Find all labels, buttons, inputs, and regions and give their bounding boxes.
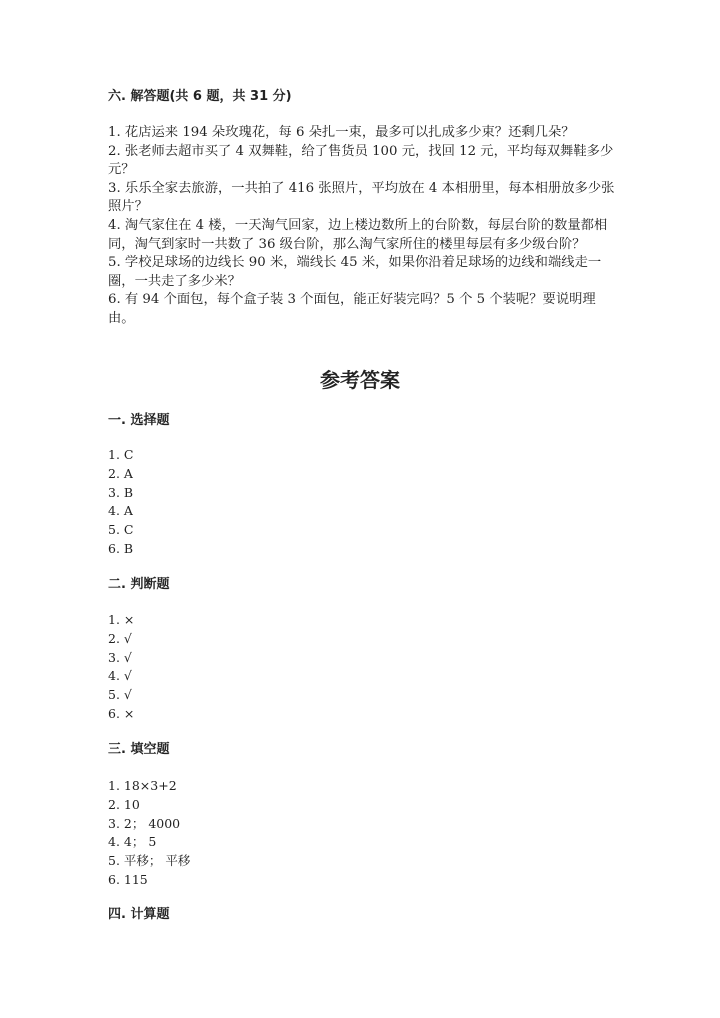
answers-section-4-title: 四. 计算题 — [108, 907, 170, 922]
answer-item: 3. B — [108, 484, 134, 500]
section-6-title: 六. 解答题(共 6 题，共 31 分) — [108, 89, 292, 104]
question-5: 5. 学校足球场的边线长 90 米，端线长 45 米，如果你沿着足球场的边线和端线走一圈，一共走了多少米？ — [108, 255, 602, 289]
answer-item: 5. C — [108, 522, 134, 538]
answer-item: 1. 18×3+2 — [108, 778, 177, 793]
answer-item: 4. √ — [108, 668, 132, 684]
section-6-questions — [108, 124, 618, 329]
question-6: 6. 有 94 个面包，每个盒子装 3 个面包，能正好装完吗？5 个 5 个装呢？要说明理由。 — [108, 292, 596, 326]
answer-item: 6. 115 — [108, 871, 148, 887]
answer-item: 3. √ — [108, 649, 132, 665]
answer-item: 2. √ — [108, 630, 132, 646]
answer-item: 2. A — [108, 465, 133, 481]
answer-item: 5. 平移； 平移 — [108, 853, 191, 869]
answer-item: 5. √ — [108, 687, 132, 703]
answers-section-2-title: 二. 判断题 — [108, 577, 170, 592]
answers-section-3-title: 三. 填空题 — [108, 742, 170, 757]
answers-title: 参考答案 — [320, 368, 400, 392]
answer-item: 2. 10 — [108, 796, 140, 812]
answers-section-2-list — [108, 611, 618, 724]
answers-section-3-list — [108, 777, 618, 890]
answer-item: 4. A — [108, 503, 133, 519]
answer-item: 4. 4； 5 — [108, 834, 157, 850]
answers-section-1-title: 一. 选择题 — [108, 413, 170, 428]
question-4: 4. 淘气家住在 4 楼，一天淘气回家，边上楼边数所上的台阶数，每层台阶的数量都相同，淘气到家时一共数了 36 级台阶，那么淘气家所住的楼里每层有多少级台阶？ — [108, 217, 608, 252]
question-2: 2. 张老师去超市买了 4 双舞鞋，给了售货员 100 元，找回 12 元，平均每双舞鞋多少元？ — [108, 143, 614, 178]
question-3: 3. 乐乐全家去旅游，一共拍了 416 张照片，平均放在 4 本相册里，每本相册放多少张照片？ — [108, 180, 615, 215]
answer-item: 1. × — [108, 612, 135, 627]
answer-item: 6. B — [108, 540, 134, 556]
answer-item: 3. 2； 4000 — [108, 815, 181, 831]
answers-section-1-list — [108, 446, 618, 559]
answer-item: 1. C — [108, 447, 134, 462]
answer-item: 6. × — [108, 705, 135, 721]
question-1: 1. 花店运来 194 朵玫瑰花，每 6 朵扎一束，最多可以扎成多少束？还剩几朵？ — [108, 125, 575, 140]
